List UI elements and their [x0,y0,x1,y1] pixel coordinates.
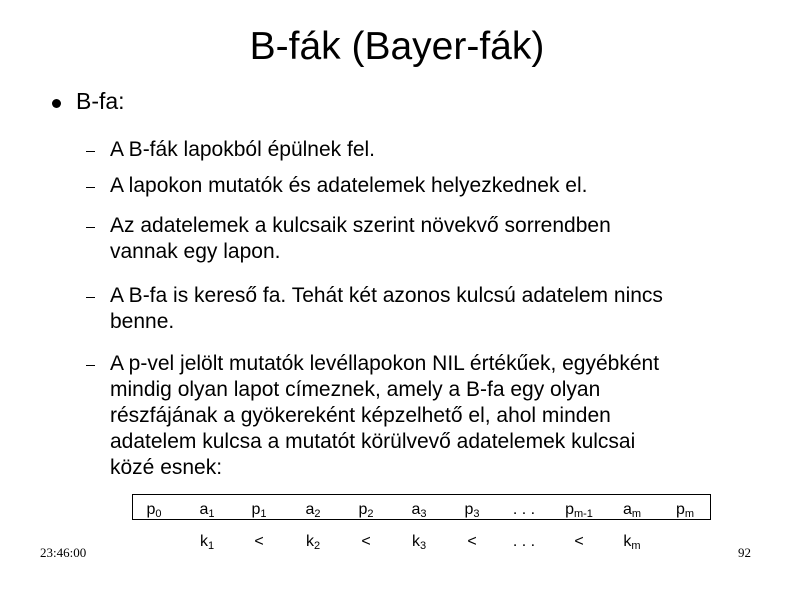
key-row-cell: . . . [512,533,536,550]
sub-bullet-dash [86,297,95,298]
page-row-cell: $a_3$ [411,501,427,520]
sub-bullet-line: Az adatelemek a kulcsaik szerint növekvő sorrendben [110,214,611,237]
key-row-cell: < [574,533,584,550]
sub-bullet-line: A p-vel jelölt mutatók levéllapokon NIL értékűek, egyébként [110,352,660,375]
sub-bullet-dash [86,365,95,366]
sub-bullet-line: A lapokon mutatók és adatelemek helyezkednek el. [110,174,588,197]
key-row-cell: $k_1$ [199,533,215,552]
sub-bullet-line: részfájának a gyökereként képzelhető el, ahol minden [110,404,611,427]
main-bullet-dot [52,99,61,108]
page-row-cell: $p_3$ [464,501,480,520]
slide-title: B-fák (Bayer-fák) [249,25,545,68]
sub-bullet-dash [86,151,95,152]
sub-bullet-line: benne. [110,310,175,333]
footer-time: 23:46:00 [40,545,87,560]
sub-bullet-line: adatelem kulcsa a mutatót körülvevő adatelemek kulcsai [110,430,636,453]
page-row-cell: $p_2$ [358,501,374,520]
sub-bullet-dash [86,187,95,188]
sub-bullet-line: közé esnek: [110,456,223,479]
page-row-cell: $a_m$ [622,501,642,520]
footer-page-number: 92 [738,545,751,560]
sub-bullet-line: mindig olyan lapot címeznek, amely a B-fa egy olyan [110,378,601,401]
page-row-cell: $p_0$ [146,501,162,520]
key-row-cell: < [361,533,371,550]
key-row-cell: $k_m$ [623,533,641,552]
key-row-cell: $k_2$ [305,533,321,552]
page-row-cell: . . . [512,501,536,518]
main-bullet-text: B-fa: [76,88,125,114]
sub-bullet-line: vannak egy lapon. [110,240,281,263]
sub-bullet-line: A B-fák lapokból épülnek fel. [110,138,376,161]
page-row-cell: $p_{m-1}$ [565,501,593,520]
page-row-cell: $p_m$ [675,501,695,520]
page-row-cell: $p_1$ [251,501,267,520]
sub-bullet-line: A B-fa is kereső fa. Tehát két azonos kulcsú adatelem nincs [110,284,663,307]
page-row-cell: $a_2$ [305,501,321,520]
key-row-cell: < [254,533,264,550]
key-row-cell: < [467,533,477,550]
sub-bullet-dash [86,227,95,228]
key-row-cell: $k_3$ [411,533,427,552]
page-row-cell: $a_1$ [199,501,215,520]
